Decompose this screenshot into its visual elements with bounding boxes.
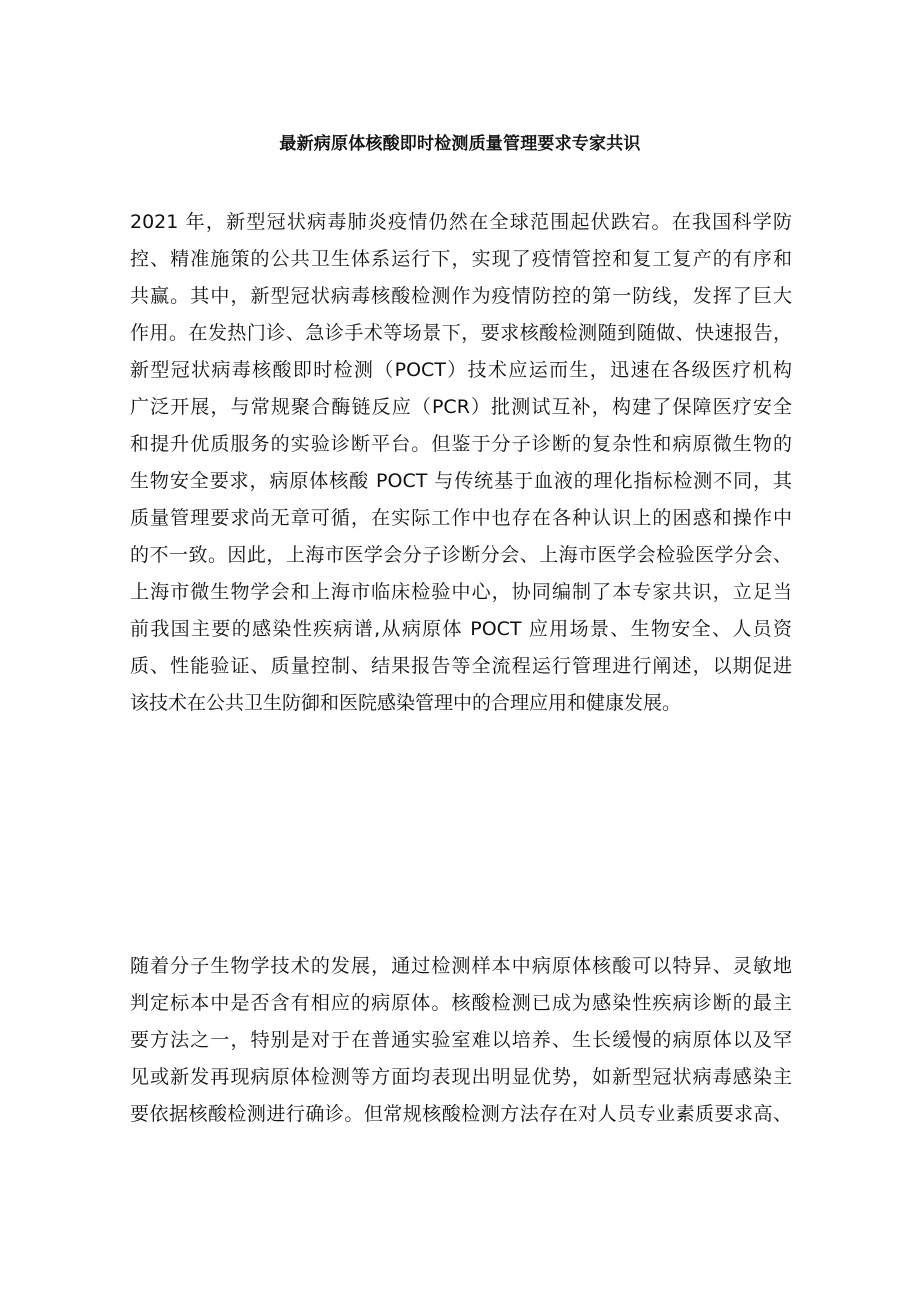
document-title: 最新病原体核酸即时检测质量管理要求专家共识 — [279, 134, 641, 154]
paragraph-line: 作用。在发热门诊、急诊手术等场景下，要求核酸检测随到随做、快速报告， — [130, 322, 792, 344]
paragraph-line: 广泛开展，与常规聚合酶链反应（PCR）批测试互补，构建了保障医疗安全 — [130, 396, 792, 418]
paragraph-line: 判定标本中是否含有相应的病原体。核酸检测已成为感染性疾病诊断的最主 — [130, 992, 792, 1014]
paragraph-line: 和提升优质服务的实验诊断平台。但鉴于分子诊断的复杂性和病原微生物的 — [130, 433, 792, 455]
paragraph-line: 新型冠状病毒核酸即时检测（POCT）技术应运而生，迅速在各级医疗机构 — [130, 359, 792, 381]
paragraph-line: 共赢。其中，新型冠状病毒核酸检测作为疫情防控的第一防线，发挥了巨大 — [130, 285, 792, 307]
paragraph-2 — [130, 948, 792, 1133]
paragraph-line: 质、性能验证、质量控制、结果报告等全流程运行管理进行阐述，以期促进 — [130, 655, 792, 677]
paragraph-line: 该技术在公共卫生防御和医院感染管理中的合理应用和健康发展。 — [130, 692, 682, 714]
paragraph-line: 见或新发再现病原体检测等方面均表现出明显优势，如新型冠状病毒感染主 — [130, 1066, 792, 1088]
paragraph-line: 2021 年，新型冠状病毒肺炎疫情仍然在全球范围起伏跌宕。在我国科学防 — [130, 211, 792, 233]
paragraph-line: 质量管理要求尚无章可循，在实际工作中也存在各种认识上的困惑和操作中 — [130, 507, 792, 529]
paragraph-1 — [130, 204, 792, 722]
paragraph-line: 控、精准施策的公共卫生体系运行下，实现了疫情管控和复工复产的有序和 — [130, 248, 792, 270]
paragraph-line: 上海市微生物学会和上海市临床检验中心，协同编制了本专家共识，立足当 — [130, 581, 792, 603]
paragraph-line: 生物安全要求，病原体核酸 POCT 与传统基于血液的理化指标检测不同，其 — [130, 470, 792, 492]
paragraph-line: 前我国主要的感染性疾病谱,从病原体 POCT 应用场景、生物安全、人员资 — [130, 618, 792, 640]
paragraph-line: 的不一致。因此，上海市医学会分子诊断分会、上海市医学会检验医学分会、 — [130, 544, 792, 566]
paragraph-line: 随着分子生物学技术的发展，通过检测样本中病原体核酸可以特异、灵敏地 — [130, 955, 792, 977]
paragraph-line: 要依据核酸检测进行确诊。但常规核酸检测方法存在对人员专业素质要求高、 — [130, 1103, 792, 1125]
paragraph-line: 要方法之一，特别是对于在普通实验室难以培养、生长缓慢的病原体以及罕 — [130, 1029, 792, 1051]
